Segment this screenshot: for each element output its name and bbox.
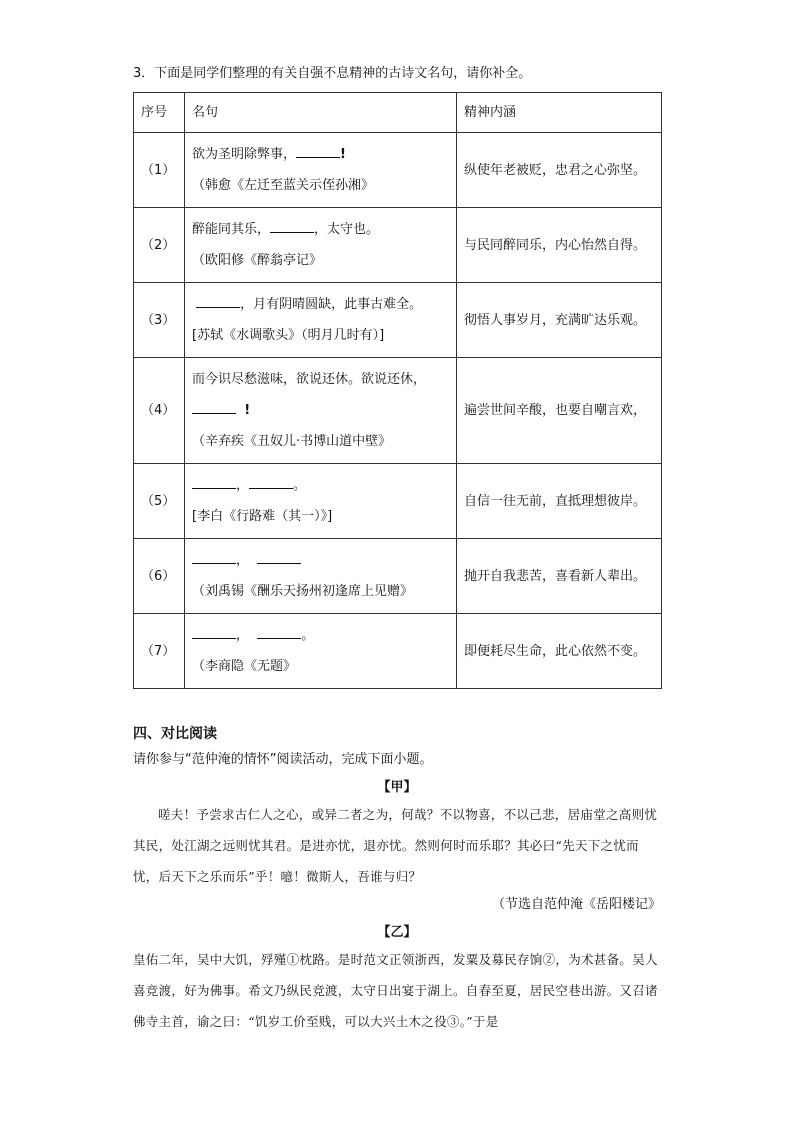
quote-text: 而今识尽愁滋味，欲说还休。欲说还休， (192, 372, 427, 387)
quote-cell (185, 283, 457, 358)
fill-blank[interactable] (192, 624, 236, 639)
fill-blank[interactable] (296, 143, 340, 158)
table-row (134, 358, 662, 464)
quote-cell (185, 133, 457, 208)
quote-cell (185, 464, 457, 539)
fill-blank[interactable] (192, 549, 236, 564)
table-row (134, 464, 662, 539)
quote-line (192, 620, 449, 651)
meaning-cell: 自信一往无前，直抵理想彼岸。 (457, 464, 662, 539)
quote-source: （韩愈《左迁至蓝关示侄孙湘》 (192, 178, 375, 193)
quote-cell (185, 358, 457, 464)
row-number: （3） (134, 283, 185, 358)
fill-blank[interactable] (257, 624, 301, 639)
question-title: 3．下面是同学们整理的有关自强不息精神的古诗文名句，请你补全。 (133, 66, 532, 81)
meaning-cell: 抛开自我悲苦，喜看新人辈出。 (457, 539, 662, 614)
poem-table (133, 92, 662, 689)
table-row (134, 614, 662, 689)
quote-source: [李白《行路难（其一）》] (192, 509, 333, 524)
row-number: （4） (134, 358, 185, 464)
quote-end: ! (244, 403, 251, 418)
quote-end: 。 (293, 478, 307, 493)
table-row (134, 133, 662, 208)
header-meaning: 精神内涵 (457, 93, 662, 133)
quote-end: ，月有阴晴圆缺，此事古难全。 (240, 297, 423, 312)
quote-sep: ， (236, 628, 250, 643)
quote-line (192, 139, 449, 170)
meaning-cell: 彻悟人事岁月，充满旷达乐观。 (457, 283, 662, 358)
row-number: （7） (134, 614, 185, 689)
meaning-cell: 即便耗尽生命，此心依然不变。 (457, 614, 662, 689)
quote-source: （刘禹锡《酬乐天扬州初逢席上见赠》 (192, 584, 414, 599)
quote-line (192, 395, 449, 426)
fill-blank[interactable] (192, 399, 236, 414)
passage-yi-text: 皇佑二年，吴中大饥，殍殣①枕路。是时范文正领浙西，发粟及募民存饷②，为术甚备。吴人喜竞渡，好为佛事。希文乃纵民竞渡，太守日出宴于湖上。自春至夏，居民空巷出游。又召诸佛寺主首，谕之曰：“饥岁工价至贱，可以大兴土木之役③。”于是 (133, 952, 658, 1029)
quote-sep: ， (236, 478, 250, 493)
fill-blank[interactable] (249, 474, 293, 489)
passage-jia-tag: 【甲】 (377, 780, 417, 795)
fill-blank[interactable] (196, 293, 240, 308)
quote-sep: ， (236, 553, 250, 568)
quote-source: （欧阳修《醉翁亭记》 (192, 253, 323, 268)
section-intro: 请你参与“范仲淹的情怀”阅读活动，完成下面小题。 (133, 752, 433, 767)
quote-text: 欲为圣明除弊事， (192, 147, 297, 162)
table-row (134, 539, 662, 614)
passage-jia-text: 嗟夫！予尝求古仁人之心，或异二者之为，何哉？不以物喜，不以己悲，居庙堂之高则忧其民，处江湖之远则忧其君。是进亦忧，退亦忧。然则何时而乐耶？其必曰“先天下之忧而忧，后天下之乐而乐”乎！噫！微斯人，吾谁与归？ (133, 807, 658, 884)
quote-cell (185, 208, 457, 283)
quote-source: [苏轼《水调歌头》（明月几时有）] (192, 328, 385, 343)
passage-yi-tag: 【乙】 (377, 925, 417, 940)
fill-blank[interactable] (270, 218, 314, 233)
quote-cell (185, 539, 457, 614)
meaning-cell: 与民同醉同乐，内心怡然自得。 (457, 208, 662, 283)
quote-end: 。 (301, 628, 315, 643)
quote-source: （辛弃疾《丑奴儿·书博山道中壁》 (192, 434, 392, 449)
fill-blank[interactable] (257, 549, 301, 564)
quote-text: 醉能同其乐， (192, 222, 271, 237)
quote-source: （李商隐《无题》 (192, 659, 297, 674)
row-number: （5） (134, 464, 185, 539)
quote-line (192, 214, 449, 245)
row-number: （6） (134, 539, 185, 614)
row-number: （2） (134, 208, 185, 283)
passage-jia-source: （节选自范仲淹《岳阳楼记》 (491, 897, 661, 912)
quote-cell (185, 614, 457, 689)
quote-line (192, 545, 449, 576)
meaning-cell: 纵使年老被贬，忠君之心弥坚。 (457, 133, 662, 208)
meaning-cell: 遍尝世间辛酸，也要自嘲言欢， (457, 358, 662, 464)
table-row (134, 283, 662, 358)
fill-blank[interactable] (192, 474, 236, 489)
header-quote: 名句 (185, 93, 457, 133)
quote-line (192, 289, 449, 320)
header-number: 序号 (134, 93, 185, 133)
quote-end: ! (340, 147, 346, 162)
table-header-row (134, 93, 662, 133)
section-heading: 四、对比阅读 (133, 726, 217, 742)
document-page (133, 60, 661, 1037)
row-number: （1） (134, 133, 185, 208)
quote-end: ，太守也。 (314, 222, 380, 237)
quote-line (192, 470, 449, 501)
table-row (134, 208, 662, 283)
